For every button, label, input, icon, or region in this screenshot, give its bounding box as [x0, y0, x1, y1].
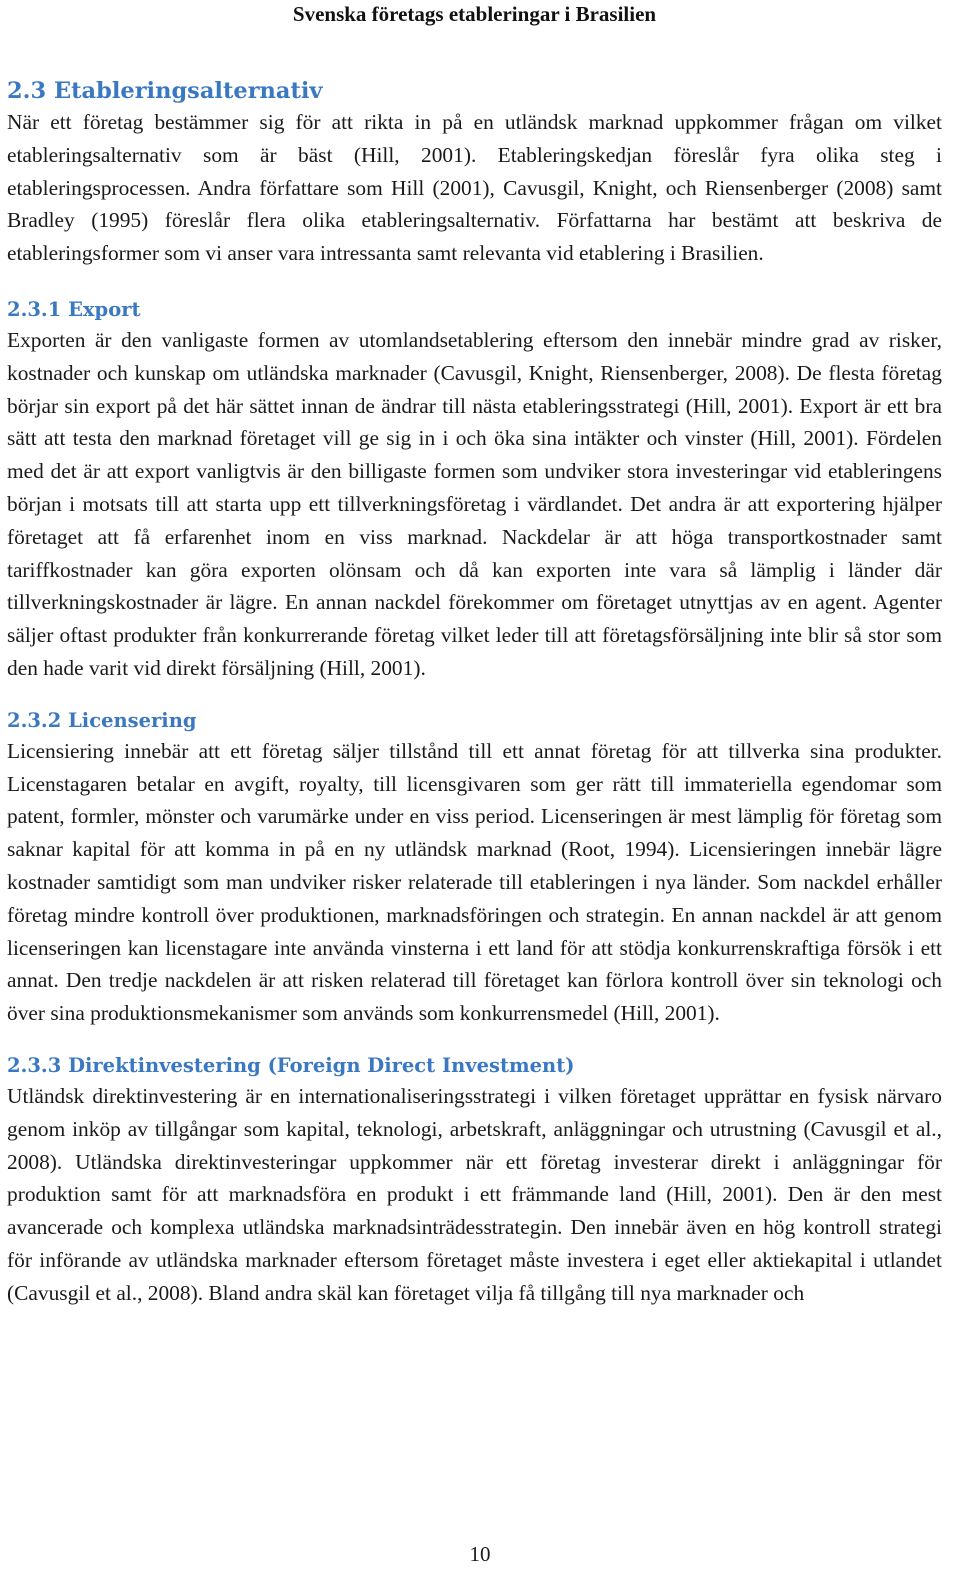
licensering-paragraph: Licensiering innebär att ett företag säljer tillstånd till ett annat företag för att tillverka sina produkter. Licenstagaren betalar en avgift, royalty, till licensgivaren som ger rätt till immateriella egendomar som patent, formler, mönster och varumärke under en viss period. Licenseringen är mest lämplig för företag som saknar kapital för att komma in på en ny utländsk marknad (Root, 1994). Licensieringen innebär lägre kostnader samtidigt som man undviker risker relaterade till etableringen i nya länder. Som nackdel erhåller företag mindre kontroll över produktionen, marknadsföringen och strategin. En annan nackdel är att genom licenseringen kan licenstagare inte använda vinsterna i ett land för att stödja konkurrenskraftiga försök i ett annat. Den tredje nackdelen är att risken relaterad till företaget kan förlora kontroll över sin teknologi och över sina produktionsmekanismer som används som konkurrensmedel (Hill, 2001). — [7, 738, 942, 1026]
direktinvestering-paragraph: Utländsk direktinvestering är en internationaliseringsstrategi i vilken företaget upprättar en fysisk närvaro genom inköp av tillgångar som kapital, teknologi, arbetskraft, anläggningar och utrustning (Cavusgil et al., 2008). Utländska direktinvesteringar uppkommer när ett företag investerar direkt i anläggningar för produktion samt för att marknadsföra en produkt i ett främmande land (Hill, 2001). Den är den mest avancerade och komplexa utländska marknadsinträdesstrategin. Den innebär även en hög kontroll strategi för införande av utländska marknader eftersom företaget måste investera i eget eller aktiekapital i utlandet (Cavusgil et al., 2008). Bland andra skäl kan företaget vilja få tillgång till nya marknader och — [7, 1083, 942, 1305]
document-page — [7, 0, 942, 1310]
export-paragraph: Exporten är den vanligaste formen av utomlandsetablering eftersom den innebär mindre grad av risker, kostnader och kunskap om utländska marknader (Cavusgil, Knight, Riensenberger, 2008). De flesta företag börjar sin export på det här sättet innan de ändrar till nästa etableringsstrategi (Hill, 2001). Export är ett bra sätt att testa den marknad företaget vill ge sig in i och öka sina intäkter och vinster (Hill, 2001). Fördelen med det är att export vanligtvis är den billigaste formen som undviker stora investeringar vid etableringens början i motsats till att starta upp ett tillverkningsföretag i värdlandet. Det andra är att exportering hjälper företaget att få erfarenhet inom en viss marknad. Nackdelar är att höga transportkostnader samt tariffkostnader kan göra exporten olönsam och då kan exporten inte vara så lämplig i länder där tillverkningskostnader är lägre. En annan nackdel förekommer om företaget utnyttjas av en agent. Agenter säljer oftast produkter från konkurrerande företag vilket leder till att företagsförsäljning inte blir så stor som den hade varit vid direkt försäljning (Hill, 2001). — [7, 327, 942, 680]
subsection-heading-licensering: 2.3.2 Licensering — [7, 708, 197, 732]
section-heading: 2.3 Etableringsalternativ — [7, 78, 323, 104]
spacer — [7, 270, 942, 296]
spacer — [7, 685, 942, 707]
subsection-heading-export: 2.3.1 Export — [7, 297, 141, 321]
spacer — [7, 1030, 942, 1052]
running-header: Svenska företags etableringar i Brasilien — [292, 2, 657, 26]
section-paragraph: När ett företag bestämmer sig för att rikta in på en utländsk marknad uppkommer frågan om vilket etableringsalternativ som är bäst (Hill, 2001). Etableringskedjan föreslår fyra olika steg i etableringsprocessen. Andra författare som Hill (2001), Cavusgil, Knight, och Riensenberger (2008) samt Bradley (1995) föreslår flera olika etableringsalternativ. Författarna har bestämt att beskriva de etableringsformer som vi anser vara intressanta samt relevanta vid etablering i Brasilien. — [7, 110, 942, 266]
subsection-heading-direktinvestering: 2.3.3 Direktinvestering (Foreign Direct Investment) — [7, 1053, 575, 1077]
page-number: 10 — [469, 1542, 491, 1566]
